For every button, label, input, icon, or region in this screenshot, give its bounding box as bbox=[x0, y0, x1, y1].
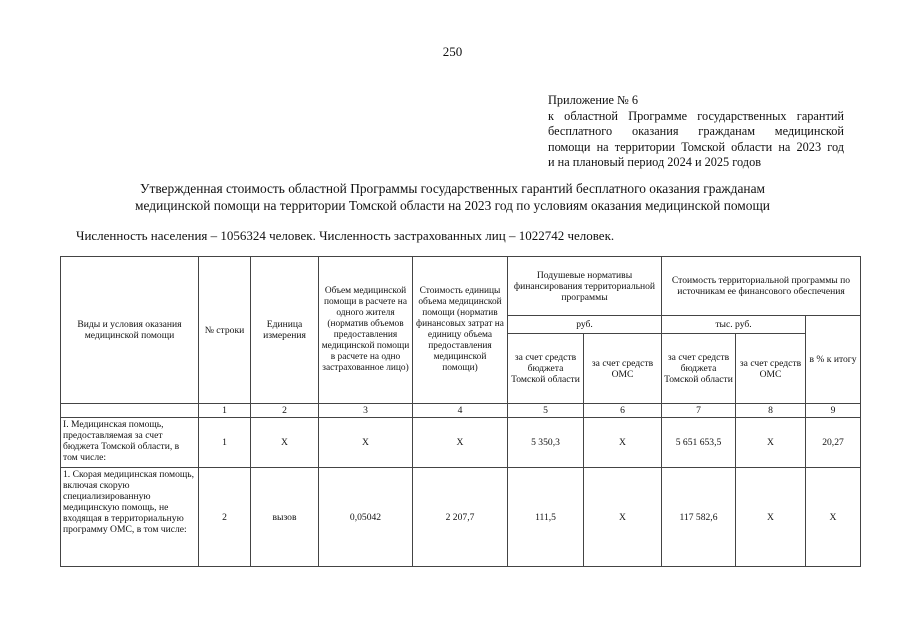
header-cost-group: Стоимость территориальной программы по источникам ее финансового обеспечения bbox=[662, 257, 861, 316]
header-unit: Единица измерения bbox=[251, 257, 319, 404]
row-line-number: 2 bbox=[199, 468, 251, 567]
column-number: 7 bbox=[662, 404, 736, 418]
column-number: 8 bbox=[736, 404, 806, 418]
appendix-block bbox=[548, 93, 844, 171]
column-number: 5 bbox=[508, 404, 584, 418]
row-per-capita-budget: 5 350,3 bbox=[508, 418, 584, 468]
table-row bbox=[61, 468, 861, 567]
header-per-capita-group: Подушевые нормативы финансирования территориальной программы bbox=[508, 257, 662, 316]
row-cost-oms: X bbox=[736, 418, 806, 468]
document-title-line: медицинской помощи на территории Томской области на 2023 год по условиям оказания медицинской помощи bbox=[135, 197, 770, 213]
row-percent: X bbox=[806, 468, 861, 567]
row-per-capita-oms: X bbox=[584, 468, 662, 567]
row-cost-budget: 5 651 653,5 bbox=[662, 418, 736, 468]
appendix-line: помощи на территории Томской области на 2023 год bbox=[548, 139, 844, 154]
row-volume: X bbox=[319, 418, 413, 468]
header-kinds: Виды и условия оказания медицинской помощи bbox=[61, 257, 199, 404]
row-unit: X bbox=[251, 418, 319, 468]
row-name: I. Медицинская помощь, предоставляемая за счет бюджета Томской области, в том числе: bbox=[61, 418, 199, 468]
page-number: 250 bbox=[442, 44, 463, 59]
row-cost-oms: X bbox=[736, 468, 806, 567]
header-per-capita-oms: за счет средств ОМС bbox=[584, 334, 662, 404]
header-unit-thousand-rub: тыс. руб. bbox=[662, 316, 806, 334]
appendix-line: и на плановый период 2024 и 2025 годов bbox=[548, 155, 762, 169]
row-percent: 20,27 bbox=[806, 418, 861, 468]
document-title-line: Утвержденная стоимость областной Программы государственных гарантий бесплатного оказания гражданам bbox=[139, 181, 766, 196]
column-number bbox=[61, 404, 199, 418]
appendix-line: бесплатного оказания гражданам медицинской bbox=[548, 124, 844, 138]
row-per-capita-budget: 111,5 bbox=[508, 468, 584, 567]
header-unit-rub: руб. bbox=[508, 316, 662, 334]
header-line-number: № строки bbox=[199, 257, 251, 404]
appendix-line: Приложение № 6 bbox=[548, 93, 639, 107]
column-number: 6 bbox=[584, 404, 662, 418]
row-line-number: 1 bbox=[199, 418, 251, 468]
header-volume: Объем медицинской помощи в расчете на одного жителя (норматив объемов предоставления медицинской помощи в расчете на одно застрахованное лицо) bbox=[319, 257, 413, 404]
document-title bbox=[60, 181, 845, 214]
table-row bbox=[61, 418, 861, 468]
appendix-line: к областной Программе государственных гарантий bbox=[548, 108, 844, 123]
header-per-capita-budget: за счет средств бюджета Томской области bbox=[508, 334, 584, 404]
row-per-capita-oms: X bbox=[584, 418, 662, 468]
header-unit-cost: Стоимость единицы объема медицинской помощи (норматив финансовых затрат на единицу объема предоставления медицинской помощи) bbox=[413, 257, 508, 404]
row-unit-cost: 2 207,7 bbox=[413, 468, 508, 567]
header-percent: в % к итогу bbox=[806, 316, 861, 404]
column-number: 3 bbox=[319, 404, 413, 418]
row-cost-budget: 117 582,6 bbox=[662, 468, 736, 567]
row-name: 1. Скорая медицинская помощь, включая скорую специализированную медицинскую помощь, не входящая в территориальную программу ОМС, в том числе: bbox=[61, 468, 199, 567]
header-cost-oms: за счет средств ОМС bbox=[736, 334, 806, 404]
population-text: Численность населения – 1056324 человек. Численность застрахованных лиц – 1022742 человек. bbox=[76, 228, 615, 243]
column-number: 2 bbox=[251, 404, 319, 418]
row-volume: 0,05042 bbox=[319, 468, 413, 567]
row-unit: вызов bbox=[251, 468, 319, 567]
column-number: 4 bbox=[413, 404, 508, 418]
header-cost-budget: за счет средств бюджета Томской области bbox=[662, 334, 736, 404]
row-unit-cost: X bbox=[413, 418, 508, 468]
column-number: 9 bbox=[806, 404, 861, 418]
cost-table bbox=[60, 256, 861, 567]
column-number: 1 bbox=[199, 404, 251, 418]
